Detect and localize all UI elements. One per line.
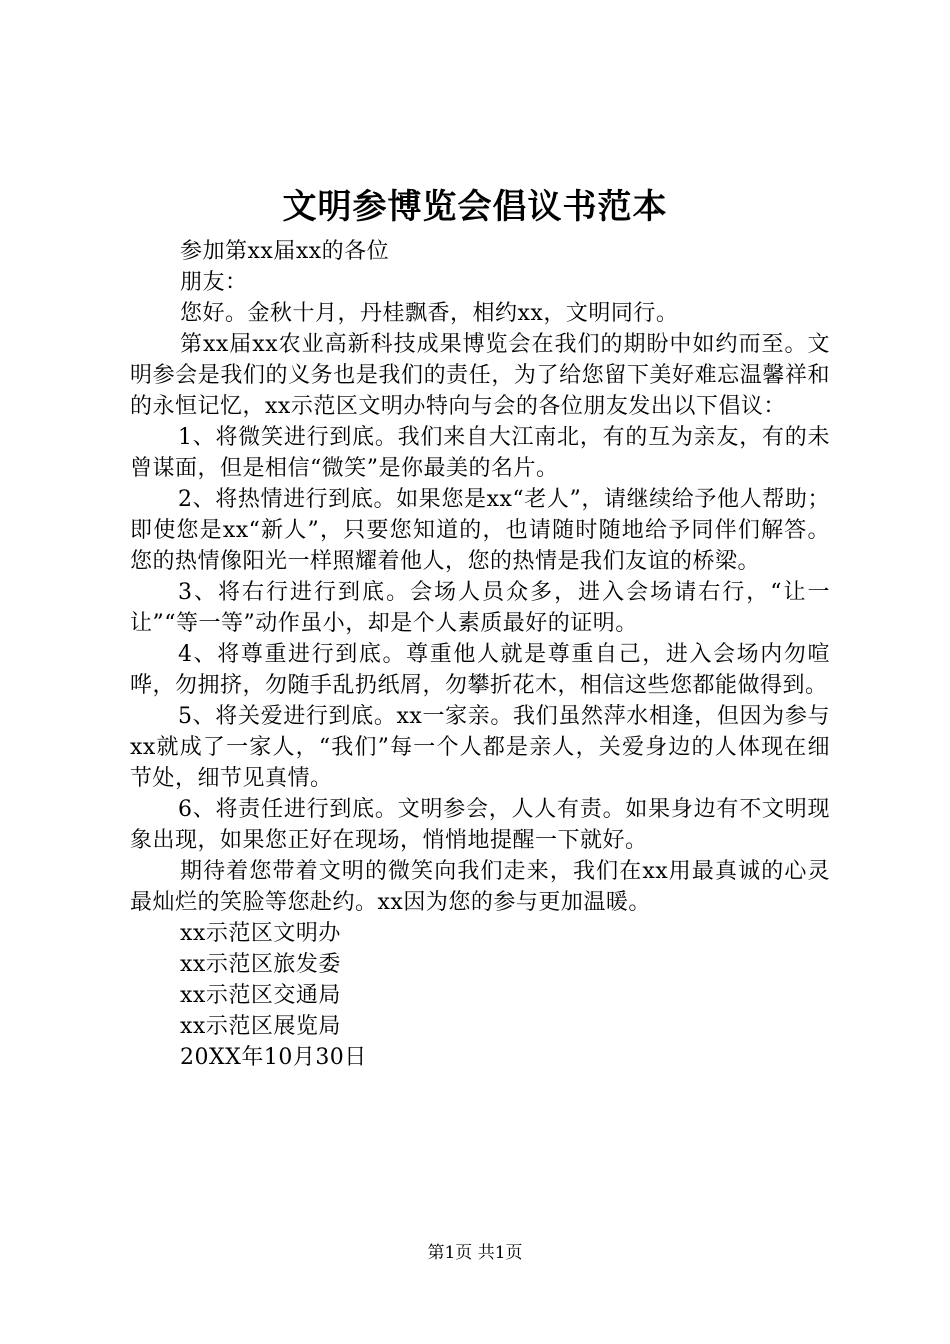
proposal-item-6: 6、将责任进行到底。文明参会，人人有责。如果身边有不文明现象出现，如果您正好在现场，悄悄地提醒一下就好。: [130, 797, 830, 853]
salutation-line-1: 参加第xx届xx的各位: [180, 239, 390, 264]
closing-paragraph: 期待着您带着文明的微笑向我们走来，我们在xx用最真诚的心灵最灿烂的笑脸等您赴约。xx因为您的参与更加温暖。: [130, 859, 830, 915]
document-date: 20XX年10月30日: [180, 1045, 367, 1070]
proposal-item-1: 1、将微笑进行到底。我们来自大江南北，有的互为亲友，有的未曾谋面，但是相信“微笑”是你最美的名片。: [130, 425, 830, 481]
intro-paragraph: 第xx届xx农业高新科技成果博览会在我们的期盼中如约而至。文明参会是我们的义务也是我们的责任，为了给您留下美好难忘温馨祥和的永恒记忆，xx示范区文明办特向与会的各位朋友发出以下倡议：: [130, 332, 830, 419]
signatory-4: xx示范区展览局: [180, 1014, 341, 1039]
proposal-item-4: 4、将尊重进行到底。尊重他人就是尊重自己，进入会场内勿喧哗，勿拥挤，勿随手乱扔纸屑，勿攀折花木，相信这些您都能做得到。: [130, 642, 830, 698]
greeting-paragraph: 您好。金秋十月，丹桂飘香，相约xx，文明同行。: [180, 301, 679, 326]
document-body: [130, 236, 830, 1073]
proposal-item-3: 3、将右行进行到底。会场人员众多，进入会场请右行，“让一让”“等一等”动作虽小，却是个人素质最好的证明。: [130, 580, 830, 636]
proposal-item-5: 5、将关爱进行到底。xx一家亲。我们虽然萍水相逢，但因为参与xx就成了一家人，“我们”每一个人都是亲人，关爱身边的人体现在细节处，细节见真情。: [130, 704, 830, 791]
signatory-2: xx示范区旅发委: [180, 952, 341, 977]
signatory-1: xx示范区文明办: [180, 921, 341, 946]
salutation-line-2: 朋友：: [180, 270, 248, 295]
proposal-item-2: 2、将热情进行到底。如果您是xx“老人”，请继续给予他人帮助；即使您是xx“新人”，只要您知道的，也请随时随地给予同伴们解答。您的热情像阳光一样照耀着他人，您的热情是我们友谊的桥梁。: [130, 487, 830, 574]
signatory-3: xx示范区交通局: [180, 983, 341, 1008]
page-footer: 第1页 共1页: [427, 1243, 523, 1263]
document-title: 文明参博览会倡议书范本: [282, 187, 668, 227]
